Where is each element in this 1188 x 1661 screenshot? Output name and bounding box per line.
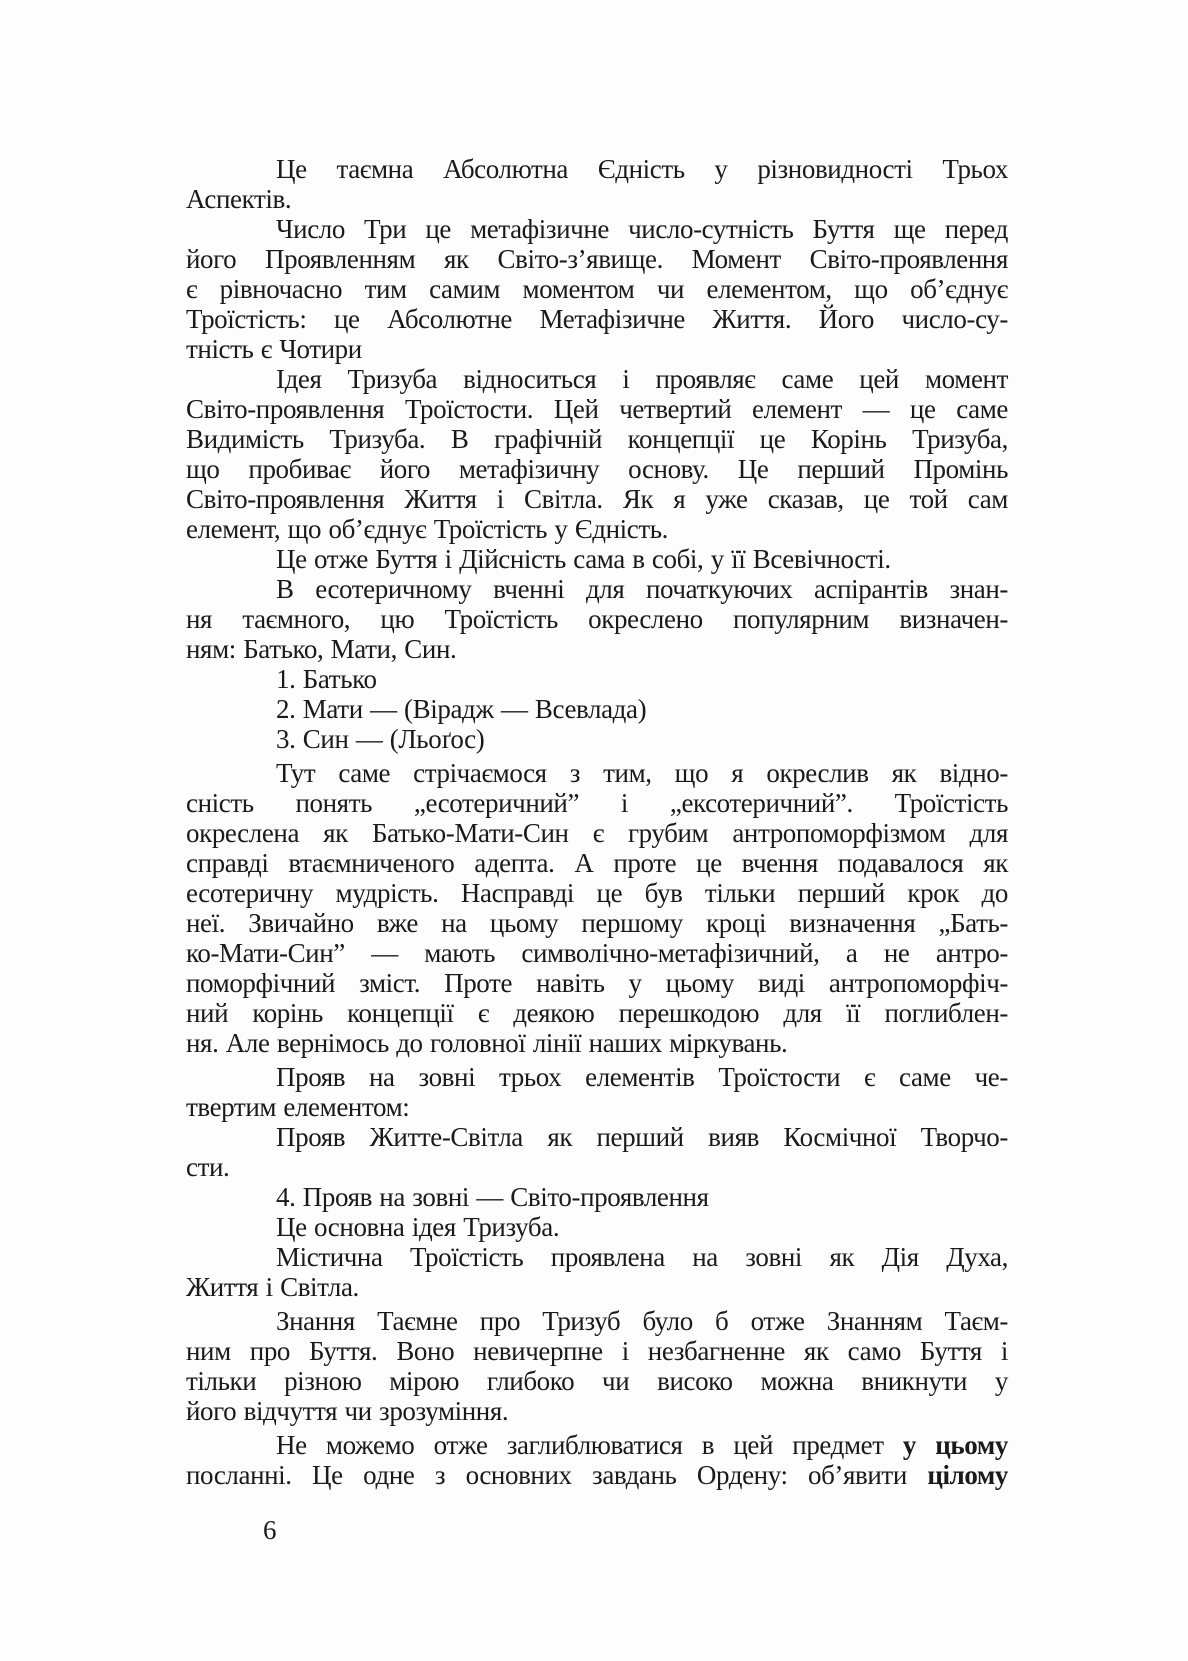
text-line: сність понять „есотеричний” і „ексотеричний”. Троїстість <box>186 788 1008 818</box>
text-line: В есотеричному вченні для початкуючих аспірантів знан- <box>276 574 1008 604</box>
text-line: ко-Мати-Син” — мають символічно-метафізичний, а не антро- <box>186 938 1008 968</box>
text-line: Знання Таємне про Тризуб було б отже Знанням Таєм- <box>276 1306 1008 1336</box>
text-line: Прояв Житте-Світла як перший вияв Космічної Творчо- <box>276 1122 1008 1152</box>
text-line: Аспектів. <box>186 184 292 214</box>
text-line: справді втаємниченого адепта. А проте це вчення подавалося як <box>186 848 1008 878</box>
text-line: ня таємного, цю Троїстість окреслено популярним визначен- <box>186 604 1008 634</box>
page-number: 6 <box>263 1515 277 1545</box>
text-line: есотеричну мудрість. Насправді це був тільки перший крок до <box>186 878 1008 908</box>
text-line: Число Три це метафізичне число-сутність Буття ще перед <box>276 214 1008 244</box>
text-line: ним про Буття. Воно невичерпне і незбагненне як само Буття і <box>186 1336 1008 1366</box>
text-line <box>186 1430 1008 1460</box>
text-line: поморфічний зміст. Проте навіть у цьому виді антропоморфіч- <box>186 968 1008 998</box>
text-line: Світо-проявлення Життя і Світла. Як я уже сказав, це той сам <box>186 484 1008 514</box>
body-text <box>186 154 1008 1490</box>
text-line: Тут саме стрічаємося з тим, що я окреслив як відно- <box>276 758 1008 788</box>
text-run: посланні. Це одне з основних завдань Ордену: об’явити <box>186 1460 928 1490</box>
text-line: його відчуття чи зрозуміння. <box>186 1396 509 1426</box>
text-run: Не можемо отже заглиблюватися в цей предмет <box>276 1430 903 1460</box>
text-line: ня. Але вернімось до головної лінії наших міркувань. <box>186 1028 788 1058</box>
text-line: сти. <box>186 1152 230 1182</box>
text-line: ням: Батько, Мати, Син. <box>186 634 457 664</box>
text-line: окреслена як Батько-Мати-Син є грубим антропоморфізмом для <box>186 818 1008 848</box>
text-line: тільки різною мірою глибоко чи високо можна вникнути у <box>186 1366 1008 1396</box>
text-line: Містична Троїстість проявлена на зовні як Дія Духа, <box>276 1242 1008 1272</box>
text-line: 2. Мати — (Вірадж — Всевлада) <box>276 694 647 724</box>
text-line: Життя і Світла. <box>186 1272 359 1302</box>
text-line: Це основна ідея Тризуба. <box>276 1212 560 1242</box>
text-line: Світо-проявлення Троїстости. Цей четвертий елемент — це саме <box>186 394 1008 424</box>
text-line: Троїстість: це Абсолютне Метафізичне Життя. Його число-су- <box>186 304 1008 334</box>
bold-text-run: цілому <box>927 1460 1008 1490</box>
text-line: Це таємна Абсолютна Єдність у різновидності Трьох <box>276 154 1008 184</box>
text-line: 4. Прояв на зовні — Світо-проявлення <box>276 1182 709 1212</box>
text-line: 1. Батько <box>276 664 377 694</box>
text-line: 3. Син — (Льоґос) <box>276 724 485 754</box>
text-line: елемент, що об’єднує Троїстість у Єдність. <box>186 514 669 544</box>
text-line: твертим елементом: <box>186 1092 410 1122</box>
text-line: неї. Звичайно вже на цьому першому кроці визначення „Бать- <box>186 908 1008 938</box>
text-line: Прояв на зовні трьох елементів Троїстости є саме че- <box>276 1062 1008 1092</box>
text-line: тність є Чотири <box>186 334 362 364</box>
text-line: ний корінь концепції є деякою перешкодою для її поглиблен- <box>186 998 1008 1028</box>
bold-text-run: у цьому <box>902 1430 1008 1460</box>
text-line <box>186 1460 1008 1490</box>
text-line: його Проявленням як Світо-з’явище. Момент Світо-проявлення <box>186 244 1008 274</box>
text-line: Це отже Буття і Дійсність сама в собі, у її Всевічності. <box>276 544 891 574</box>
text-line: Видимість Тризуба. В графічній концепції це Корінь Тризуба, <box>186 424 1008 454</box>
text-line: є рівночасно тим самим моментом чи елементом, що об’єднує <box>186 274 1008 304</box>
text-line: Ідея Тризуба відноситься і проявляє саме цей момент <box>276 364 1008 394</box>
text-line: що пробиває його метафізичну основу. Це перший Промінь <box>186 454 1008 484</box>
